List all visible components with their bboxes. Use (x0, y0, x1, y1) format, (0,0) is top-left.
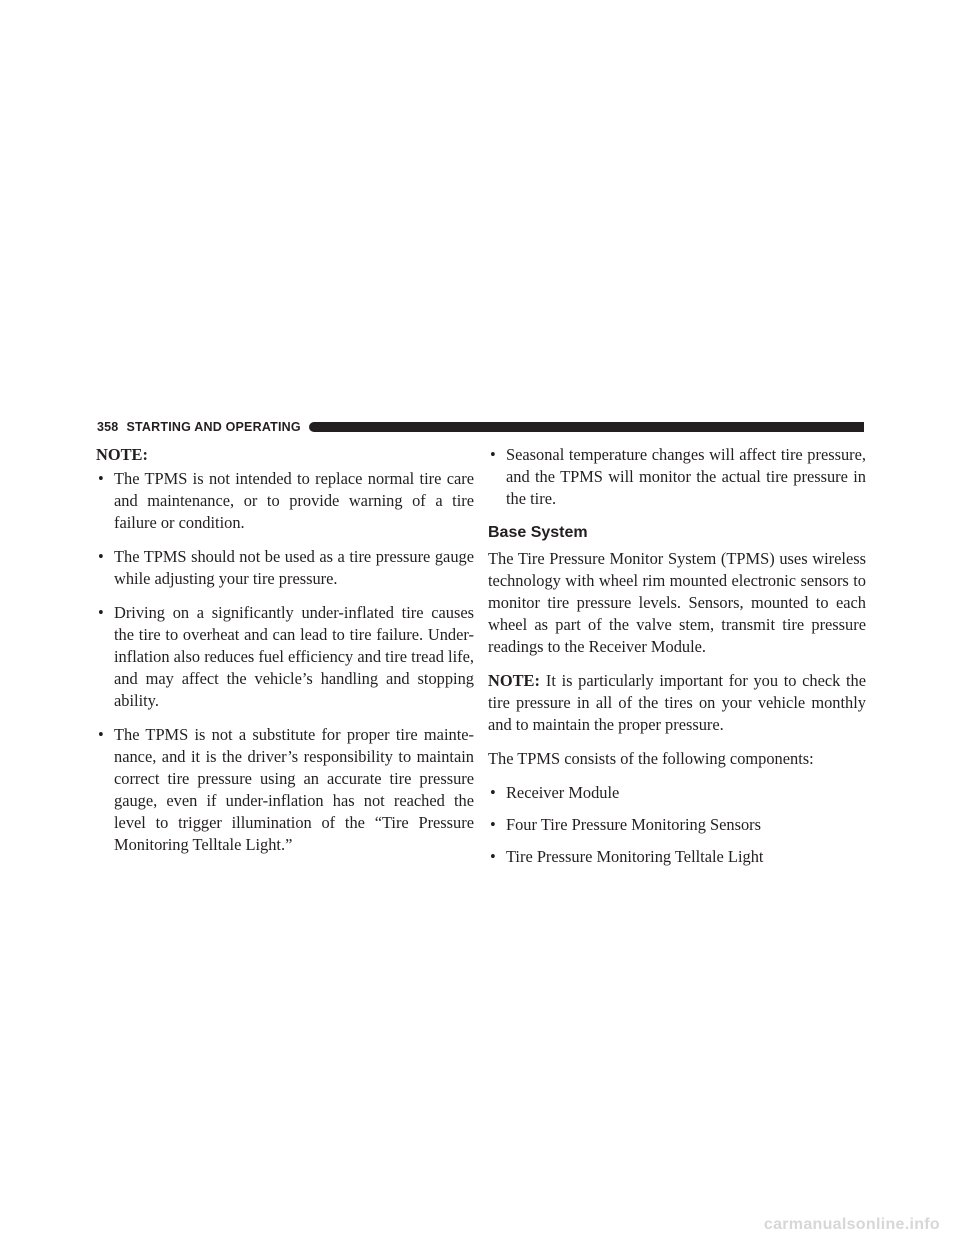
list-item: • Driving on a significantly under-inflated tire causes the tire to overheat and can lead to tire failure. Under-inflation also reduces fuel efficiency and tire tread life, and may affect the vehicle’s handling and stopping ability. (98, 603, 474, 710)
list-item: • The TPMS should not be used as a tire pressure gauge while adjusting your tire pressure. (98, 547, 474, 588)
list-item: • Seasonal temperature changes will affect tire pressure, and the TPMS will monitor the actual tire pressure in the tire. (490, 445, 866, 508)
list-item: • Four Tire Pressure Monitoring Sensors (490, 815, 761, 834)
components-list (488, 782, 866, 868)
bullet-icon: • (490, 847, 496, 866)
bullet-icon: • (98, 469, 104, 488)
bullet-icon: • (98, 603, 104, 622)
section-subheading: Base System (488, 524, 588, 541)
page-number: 358 (97, 420, 119, 434)
note-label: NOTE: (488, 671, 540, 690)
note-paragraph (488, 670, 866, 736)
body-paragraph: The TPMS consists of the following components: (488, 749, 814, 768)
bullet-icon: • (490, 445, 496, 464)
continued-bullet-list (488, 444, 866, 510)
bullet-icon: • (490, 815, 496, 834)
page-header (97, 420, 864, 434)
right-column (488, 444, 866, 878)
section-title: STARTING AND OPERATING (126, 420, 301, 434)
note-bullet-list (96, 468, 474, 856)
bullet-icon: • (490, 783, 496, 802)
note-heading: NOTE: (96, 445, 148, 464)
bullet-icon: • (98, 547, 104, 566)
body-paragraph: The Tire Pressure Monitor System (TPMS) uses wireless technology with wheel rim mounted electronic sensors to monitor tire pressure levels. Sensors, mounted to each wheel as part of the valve stem, transmit tire pressure readings to the Receiver Module. (488, 549, 866, 656)
note-text: It is particularly important for you to check the tire pressure in all of the tires on your vehicle monthly and to maintain the proper pressure. (488, 671, 866, 734)
list-item: • Tire Pressure Monitoring Telltale Light (490, 847, 764, 866)
list-item: • Receiver Module (490, 783, 620, 802)
watermark-text: carmanualsonline.info (763, 1216, 940, 1233)
bullet-icon: • (98, 725, 104, 744)
header-rule (309, 422, 864, 432)
list-item: • The TPMS is not intended to replace normal tire care and maintenance, or to provide warning of a tire failure or condition. (98, 469, 474, 532)
list-item: • The TPMS is not a substitute for proper tire mainte-nance, and it is the driver’s responsibility to maintain correct tire pressure using an accurate tire pressure gauge, even if under-inflation has not reached the level to trigger illumination of the “Tire Pressure Monitoring Telltale Light.” (98, 725, 474, 854)
left-column (96, 444, 474, 868)
